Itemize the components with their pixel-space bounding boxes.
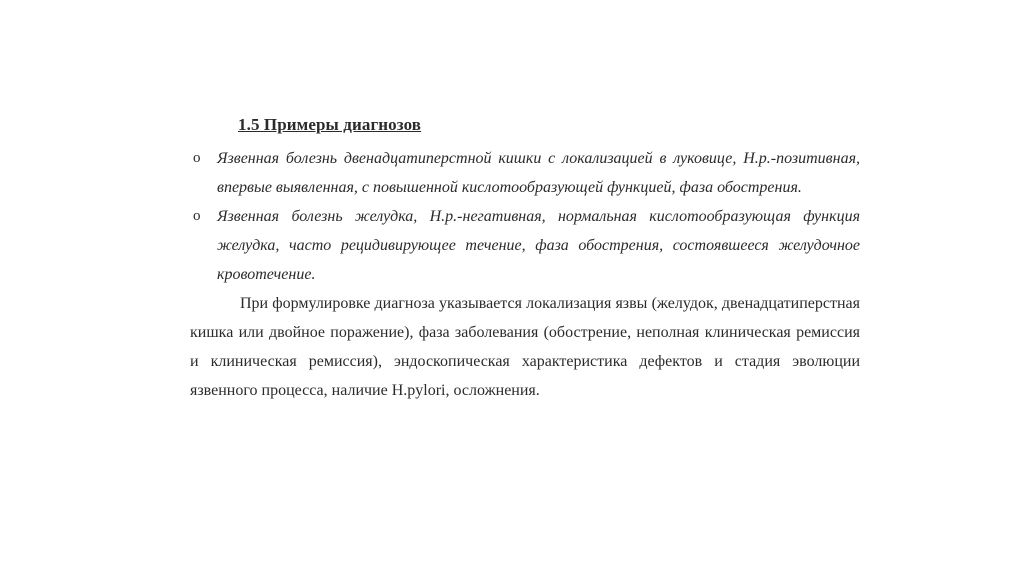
bullet-icon: o — [193, 150, 201, 166]
body-paragraph: При формулировке диагноза указывается локализация язвы (желудок, двенадцатиперстная кишка или двойное поражение), фаза заболевания (обострение, неполная клиническая ремиссия и клиническая ремиссия), эндоскопическая характеристика дефектов и стадия эволюции язвенного процесса, наличие H.pylori, осложнения. — [190, 295, 860, 399]
list-item-text: Язвенная болезнь двенадцатиперстной кишки с локализацией в луковице, Н.р.-позитивная, впервые выявленная, с повышенной кислотообразующей функцией, фаза обострения. — [217, 150, 860, 196]
section-heading: 1.5 Примеры диагнозов — [238, 115, 422, 134]
list-item — [190, 202, 860, 289]
list-item-text: Язвенная болезнь желудка, Н.р.-негативная, нормальная кислотообразующая функция желудка, часто рецидивирующее течение, фаза обострения, состоявшееся желудочное кровотечение. — [217, 208, 860, 283]
list-item — [190, 144, 860, 202]
document-body — [190, 112, 860, 405]
diagnosis-examples-list — [190, 144, 860, 289]
bullet-icon: o — [193, 208, 201, 224]
